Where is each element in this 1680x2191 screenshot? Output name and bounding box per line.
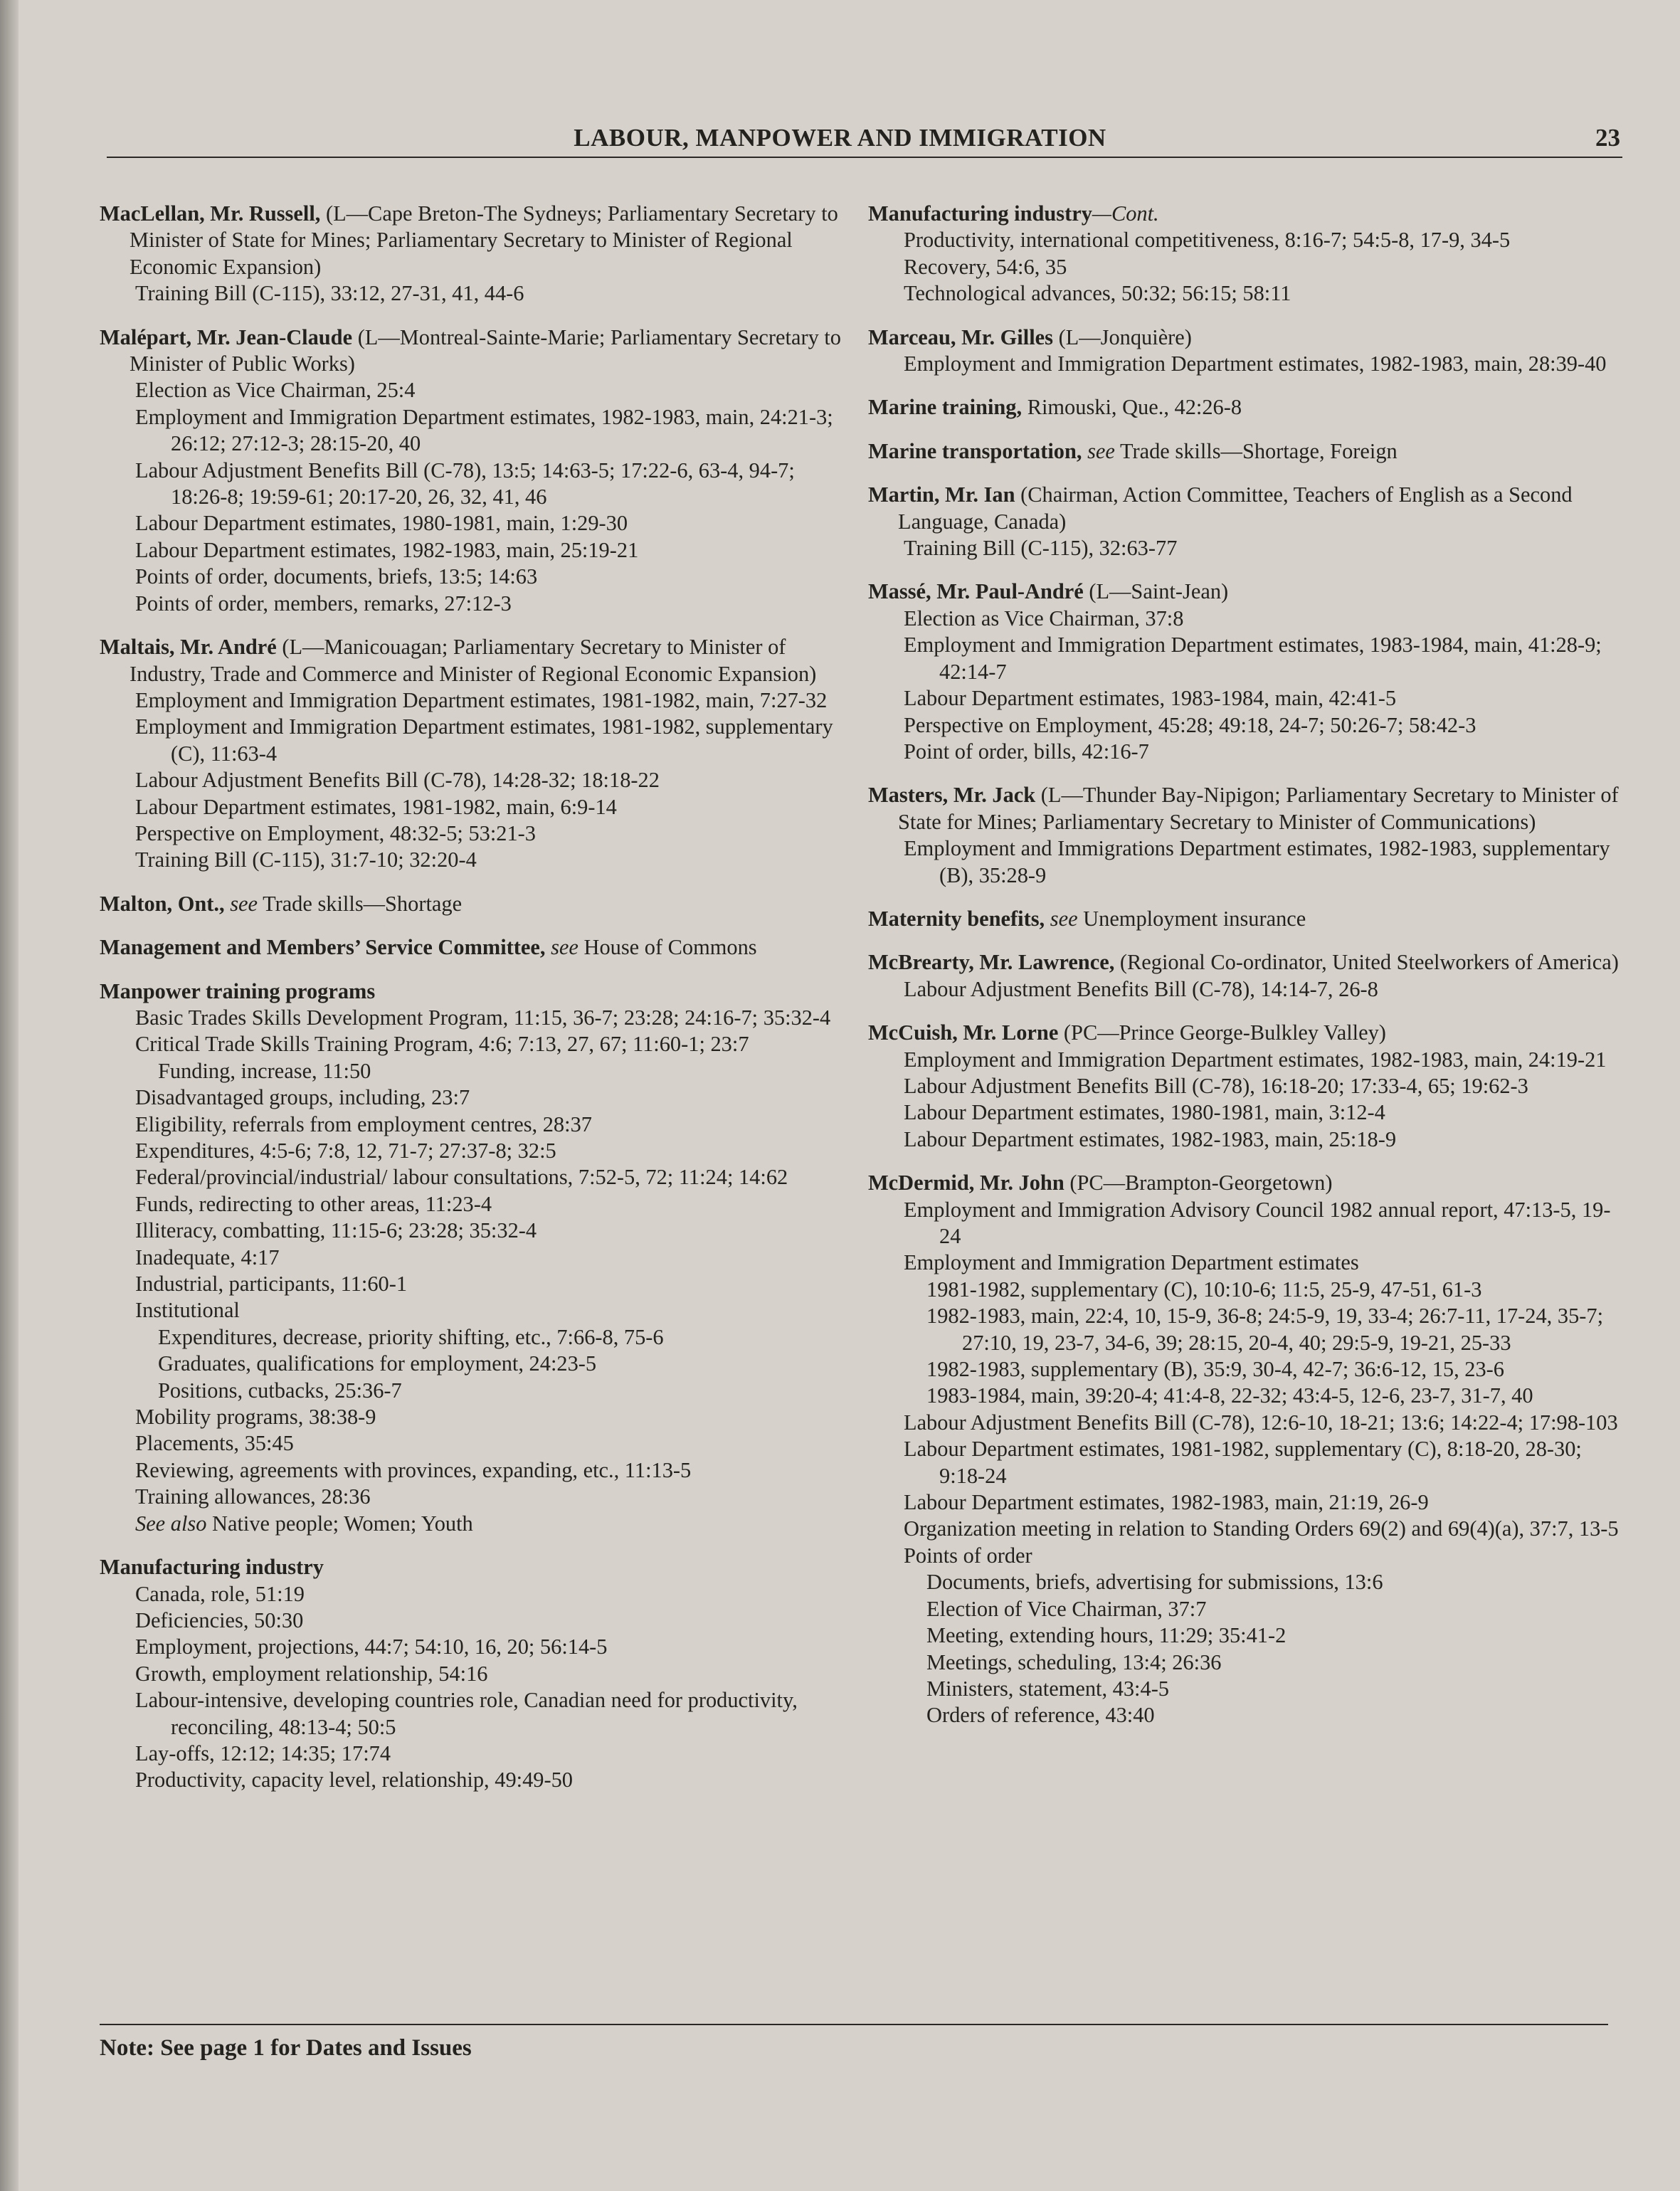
entry-heading — [868, 324, 1629, 351]
entry-description: (PC—Prince George-Bulkley Valley) — [1063, 1020, 1386, 1045]
see-reference: see — [1050, 906, 1078, 931]
index-subentry: Federal/provincial/industrial/ labour consultations, 7:52-5, 72; 11:24; 14:62 — [135, 1165, 788, 1190]
index-subentry: Growth, employment relationship, 54:16 — [135, 1661, 488, 1686]
see-reference: see — [1087, 438, 1115, 463]
entry-description: (L—Saint-Jean) — [1089, 579, 1229, 604]
index-subentry: Labour Department estimates, 1981-1982, main, 6:9-14 — [135, 794, 617, 819]
entry-name: Marine training, — [868, 395, 1023, 420]
index-subentry: Training Bill (C-115), 32:63-77 — [904, 536, 1178, 561]
index-subentry: Employment, projections, 44:7; 54:10, 16, 20; 56:14-5 — [135, 1635, 608, 1659]
entry-heading — [868, 394, 1629, 421]
index-subentry: Eligibility, referrals from employment centres, 28:37 — [135, 1112, 592, 1136]
index-entry — [100, 891, 847, 917]
entry-name: Manpower training programs — [100, 978, 376, 1003]
entry-name: Massé, Mr. Paul-André — [868, 579, 1084, 604]
entry-name: McCuish, Mr. Lorne — [868, 1020, 1059, 1045]
index-subentry: Canada, role, 51:19 — [135, 1581, 305, 1606]
index-entry — [100, 634, 847, 874]
index-subentry: Employment and Immigration Department estimates — [904, 1250, 1359, 1275]
index-subsubentry: Funding, increase, 11:50 — [158, 1058, 371, 1083]
index-subentry: Organization meeting in relation to Standing Orders 69(2) and 69(4)(a), 37:7, 13-5 — [904, 1516, 1619, 1541]
index-entry — [100, 1554, 847, 1794]
index-subentry: Funds, redirecting to other areas, 11:23-4 — [135, 1191, 492, 1216]
index-subentry: Productivity, international competitiveness, 8:16-7; 54:5-8, 17-9, 34-5 — [904, 228, 1511, 253]
index-subentry: Employment and Immigration Department estimates, 1982-1983, main, 24:19-21 — [904, 1047, 1607, 1072]
index-subsubentry: Expenditures, decrease, priority shifting, etc., 7:66-8, 75-6 — [158, 1324, 664, 1349]
see-reference: see — [551, 935, 579, 960]
see-reference: see — [230, 891, 258, 916]
index-subentry: Labour Adjustment Benefits Bill (C-78), 12:6-10, 18-21; 13:6; 14:22-4; 17:98-103 — [904, 1410, 1618, 1435]
index-subentry: Inadequate, 4:17 — [135, 1245, 280, 1269]
index-subentry: Labour Adjustment Benefits Bill (C-78), 14:28-32; 18:18-22 — [135, 768, 660, 793]
entry-name: Manufacturing industry — [100, 1555, 324, 1580]
index-subentry: Deficiencies, 50:30 — [135, 1607, 304, 1632]
index-entry — [868, 201, 1629, 307]
index-subentry: Points of order — [904, 1543, 1032, 1568]
index-subentry: Labour Department estimates, 1981-1982, supplementary (C), 8:18-20, 28-30; 9:18-24 — [904, 1437, 1582, 1488]
index-entry — [100, 978, 847, 1538]
entry-continued: —Cont. — [1092, 201, 1159, 226]
index-column-left — [100, 201, 847, 1811]
entry-heading — [868, 482, 1629, 535]
entry-name: McDermid, Mr. John — [868, 1171, 1064, 1195]
entry-description: (L—Manicouagan; Parliamentary Secretary to Minister of Industry, Trade and Commerce and Minister of Regional Economic Expansion) — [130, 635, 817, 686]
index-subentry: Point of order, bills, 42:16-7 — [904, 739, 1149, 764]
index-subentry: Employment and Immigration Department estimates, 1982-1983, main, 24:21-3; 26:12; 27:12-3; 28:15-20, 40 — [135, 404, 833, 456]
entry-description: Rimouski, Que., 42:26-8 — [1027, 395, 1242, 420]
index-entry — [868, 324, 1629, 378]
entry-description: (L—Cape Breton-The Sydneys; Parliamentary Secretary to Minister of State for Mines; Parliamentary Secretary to Minister of Regional Economic Expansion) — [130, 201, 838, 279]
index-entry — [868, 482, 1629, 561]
index-entry — [100, 201, 847, 307]
index-subentry: Reviewing, agreements with provinces, expanding, etc., 11:13-5 — [135, 1457, 692, 1482]
index-subentry: Critical Trade Skills Training Program, 4:6; 7:13, 27, 67; 11:60-1; 23:7 — [135, 1032, 749, 1057]
index-entry — [868, 1020, 1629, 1153]
index-entry — [868, 394, 1629, 421]
entry-heading — [100, 934, 847, 961]
entry-heading — [868, 1020, 1629, 1046]
index-subentry: Technological advances, 50:32; 56:15; 58:11 — [904, 281, 1291, 306]
entry-heading — [868, 1170, 1629, 1196]
entry-heading — [868, 201, 1629, 227]
index-subentry: Labour Adjustment Benefits Bill (C-78), 13:5; 14:63-5; 17:22-6, 63-4, 94-7; 18:26-8; 19:59-61; 20:17-20, 26, 32, 41, 46 — [135, 458, 795, 510]
entry-name: Maltais, Mr. André — [100, 635, 277, 660]
index-subentry: Disadvantaged groups, including, 23:7 — [135, 1085, 470, 1110]
index-subentry: Basic Trades Skills Development Program, 11:15, 36-7; 23:28; 24:16-7; 35:32-4 — [135, 1005, 831, 1030]
entry-name: MacLellan, Mr. Russell, — [100, 201, 321, 226]
page-edge-shadow — [0, 0, 19, 2191]
entry-heading — [868, 782, 1629, 835]
index-subsubentry: 1982-1983, main, 22:4, 10, 15-9, 36-8; 24:5-9, 19, 33-4; 26:7-11, 17-24, 35-7; 27:10, 19, 23-7, 34-6, 39; 28:15, 20-4, 40; 29:5-9, 19-21, 25-33 — [926, 1304, 1604, 1355]
index-subsubentry: Meetings, scheduling, 13:4; 26:36 — [926, 1649, 1222, 1674]
index-subsubentry: Meeting, extending hours, 11:29; 35:41-2 — [926, 1623, 1287, 1648]
see-also-reference: See also Native people; Women; Youth — [135, 1511, 473, 1536]
entry-description: (L—Thunder Bay-Nipigon; Parliamentary Secretary to Minister of State for Mines; Parliamentary Secretary to Minister of Communications) — [898, 783, 1619, 834]
index-column-right — [868, 201, 1629, 1746]
index-subentry: Perspective on Employment, 45:28; 49:18, 24-7; 50:26-7; 58:42-3 — [904, 712, 1476, 737]
index-subsubentry: 1981-1982, supplementary (C), 10:10-6; 11:5, 25-9, 47-51, 61-3 — [926, 1277, 1482, 1302]
footer-rule — [100, 2024, 1608, 2025]
entry-description: (L—Montreal-Sainte-Marie; Parliamentary Secretary to Minister of Public Works) — [130, 324, 841, 376]
entry-heading — [868, 438, 1629, 465]
index-subsubentry: Positions, cutbacks, 25:36-7 — [158, 1378, 402, 1403]
index-subentry: Labour Department estimates, 1980-1981, main, 3:12-4 — [904, 1100, 1385, 1125]
entry-heading — [868, 579, 1629, 605]
index-subentry: Labour Department estimates, 1983-1984, main, 42:41-5 — [904, 686, 1397, 711]
index-entry — [868, 438, 1629, 465]
index-entry — [868, 949, 1629, 1003]
index-subentry: Perspective on Employment, 48:32-5; 53:21-3 — [135, 820, 536, 845]
index-subsubentry: 1983-1984, main, 39:20-4; 41:4-8, 22-32; 43:4-5, 12-6, 23-7, 31-7, 40 — [926, 1383, 1533, 1408]
entry-heading — [100, 201, 847, 280]
entry-description: (Chairman, Action Committee, Teachers of English as a Second Language, Canada) — [898, 482, 1573, 534]
index-subentry: Employment and Immigration Advisory Council 1982 annual report, 47:13-5, 19-24 — [904, 1197, 1611, 1248]
index-subentry: Productivity, capacity level, relationship, 49:49-50 — [135, 1768, 573, 1793]
entry-heading — [868, 949, 1629, 976]
index-subentry: Labour Department estimates, 1982-1983, main, 25:19-21 — [135, 537, 639, 562]
entry-name: Masters, Mr. Jack — [868, 783, 1036, 808]
index-entry — [100, 934, 847, 961]
entry-description: (PC—Brampton-Georgetown) — [1069, 1171, 1333, 1195]
entry-name: McBrearty, Mr. Lawrence, — [868, 950, 1115, 975]
index-subentry: Industrial, participants, 11:60-1 — [135, 1272, 408, 1297]
index-subentry: Employment and Immigration Department estimates, 1983-1984, main, 41:28-9; 42:14-7 — [904, 633, 1602, 684]
index-subsubentry: Orders of reference, 43:40 — [926, 1703, 1155, 1728]
entry-heading — [100, 634, 847, 687]
index-subentry: Labour Adjustment Benefits Bill (C-78), 14:14-7, 26-8 — [904, 976, 1378, 1001]
index-subentry: Training Bill (C-115), 31:7-10; 32:20-4 — [135, 848, 477, 872]
entry-description: (Regional Co-ordinator, United Steelworkers of America) — [1119, 950, 1619, 975]
entry-heading — [100, 1554, 847, 1580]
index-entry — [868, 1170, 1629, 1729]
index-subentry: Labour-intensive, developing countries role, Canadian need for productivity, reconciling, 48:13-4; 50:5 — [135, 1688, 798, 1739]
index-subsubentry: 1982-1983, supplementary (B), 35:9, 30-4, 42-7; 36:6-12, 15, 23-6 — [926, 1357, 1504, 1382]
index-entry — [868, 906, 1629, 932]
index-subentry: Recovery, 54:6, 35 — [904, 254, 1067, 279]
index-subentry: Employment and Immigration Department estimates, 1982-1983, main, 28:39-40 — [904, 352, 1607, 376]
index-subentry: Illiteracy, combatting, 11:15-6; 23:28; 35:32-4 — [135, 1218, 537, 1243]
index-subentry: Points of order, documents, briefs, 13:5; 14:63 — [135, 564, 538, 589]
entry-name: Malépart, Mr. Jean-Claude — [100, 324, 353, 349]
index-subentry: Employment and Immigration Department estimates, 1981-1982, supplementary (C), 11:63-4 — [135, 714, 833, 766]
index-subentry: Placements, 35:45 — [135, 1431, 294, 1456]
index-subentry: Election as Vice Chairman, 25:4 — [135, 378, 416, 403]
index-subentry: Points of order, members, remarks, 27:12-3 — [135, 591, 512, 616]
entry-heading — [100, 324, 847, 378]
page-header-title: LABOUR, MANPOWER AND IMMIGRATION — [574, 124, 1106, 152]
entry-name: Malton, Ont., — [100, 891, 225, 916]
entry-name: Martin, Mr. Ian — [868, 482, 1015, 507]
index-subentry: Labour Department estimates, 1980-1981, main, 1:29-30 — [135, 511, 628, 536]
index-subsubentry: Graduates, qualifications for employment, 24:23-5 — [158, 1351, 597, 1376]
index-subentry: Employment and Immigrations Department estimates, 1982-1983, supplementary (B), 35:28-9 — [904, 836, 1610, 887]
index-subentry: Lay-offs, 12:12; 14:35; 17:74 — [135, 1741, 391, 1765]
index-subentry: Training allowances, 28:36 — [135, 1484, 371, 1509]
entry-name: Marceau, Mr. Gilles — [868, 324, 1053, 349]
entry-name: Marine transportation, — [868, 438, 1082, 463]
entry-name: Maternity benefits, — [868, 906, 1045, 931]
entry-description: House of Commons — [583, 935, 757, 960]
entry-description: Trade skills—Shortage — [263, 891, 463, 916]
header-rule — [107, 157, 1622, 158]
index-subentry: Labour Department estimates, 1982-1983, main, 21:19, 26-9 — [904, 1490, 1429, 1515]
index-subsubentry: Ministers, statement, 43:4-5 — [926, 1676, 1170, 1701]
footnote: Note: See page 1 for Dates and Issues — [100, 2035, 472, 2061]
index-subentry: Institutional — [135, 1298, 240, 1323]
index-subsubentry: Election of Vice Chairman, 37:7 — [926, 1596, 1207, 1621]
entry-heading — [868, 906, 1629, 932]
index-subentry: Expenditures, 4:5-6; 7:8, 12, 71-7; 27:37-8; 32:5 — [135, 1139, 556, 1163]
entry-description: (L—Jonquière) — [1058, 324, 1192, 349]
entry-description: Trade skills—Shortage, Foreign — [1119, 438, 1398, 463]
index-subentry: Mobility programs, 38:38-9 — [135, 1405, 376, 1430]
page-number: 23 — [1595, 124, 1620, 152]
index-subentry: Election as Vice Chairman, 37:8 — [904, 606, 1184, 630]
entry-description: Unemployment insurance — [1083, 906, 1306, 931]
index-entry — [868, 782, 1629, 889]
entry-name: Manufacturing industry — [868, 201, 1092, 226]
index-subentry: Labour Department estimates, 1982-1983, main, 25:18-9 — [904, 1126, 1397, 1151]
index-subentry: Employment and Immigration Department estimates, 1981-1982, main, 7:27-32 — [135, 687, 828, 712]
entry-heading — [100, 891, 847, 917]
index-entry — [868, 579, 1629, 765]
entry-heading — [100, 978, 847, 1005]
index-subentry: Labour Adjustment Benefits Bill (C-78), 16:18-20; 17:33-4, 65; 19:62-3 — [904, 1073, 1528, 1098]
index-subsubentry: Documents, briefs, advertising for submissions, 13:6 — [926, 1570, 1383, 1595]
index-subentry: Training Bill (C-115), 33:12, 27-31, 41, 44-6 — [135, 281, 524, 306]
entry-name: Management and Members’ Service Committee, — [100, 935, 546, 960]
index-entry — [100, 324, 847, 617]
